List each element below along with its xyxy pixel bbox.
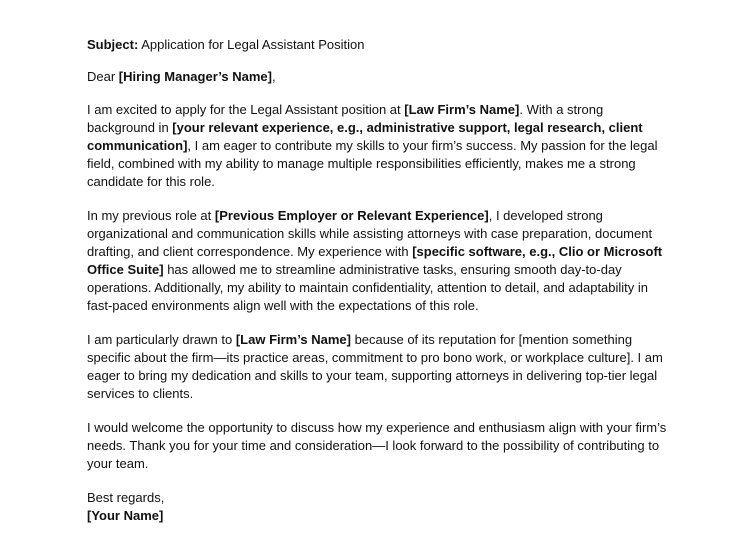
greeting-name-placeholder: [Hiring Manager’s Name] bbox=[118, 69, 272, 84]
sign-off bbox=[87, 489, 667, 525]
cover-letter bbox=[87, 36, 667, 525]
experience-text-1: In my previous role at bbox=[87, 208, 215, 223]
software-placeholder: [specific software, e.g., Clio or Microsoft Office Suite] bbox=[87, 244, 663, 277]
signature-placeholder: [Your Name] bbox=[87, 508, 164, 523]
greeting-line bbox=[87, 68, 667, 86]
firm-text-2: because of its reputation for [mention something specific about the firm—its practice areas, commitment to pro bono work, or workplace culture]. I am eager to bring my dedication and skills to your team, supporting attorneys in delivering top-tier legal services to clients. bbox=[87, 332, 663, 401]
subject-text: Application for Legal Assistant Position bbox=[138, 37, 365, 52]
intro-text-1: I am excited to apply for the Legal Assistant position at bbox=[87, 102, 405, 117]
intro-text-2: . With a strong background in bbox=[87, 102, 604, 135]
greeting-suffix: , bbox=[271, 69, 276, 84]
previous-employer-placeholder: [Previous Employer or Relevant Experience] bbox=[214, 208, 489, 223]
paragraph-experience bbox=[87, 207, 667, 315]
experience-placeholder: [your relevant experience, e.g., administrative support, legal research, client communication] bbox=[87, 120, 643, 153]
paragraph-closing bbox=[87, 419, 667, 473]
paragraph-intro bbox=[87, 101, 667, 191]
firm-text-1: I am particularly drawn to bbox=[87, 332, 236, 347]
subject-line bbox=[87, 36, 667, 54]
paragraph-firm-interest bbox=[87, 331, 667, 403]
law-firm-placeholder: [Law Firm’s Name] bbox=[404, 102, 520, 117]
intro-text-3: , I am eager to contribute my skills to your firm’s success. My passion for the legal field, combined with my ability to manage multiple responsibilities efficiently, makes me a strong candidate for this role. bbox=[87, 138, 658, 189]
law-firm-placeholder-2: [Law Firm’s Name] bbox=[235, 332, 351, 347]
greeting-prefix: Dear bbox=[87, 69, 119, 84]
experience-text-3: has allowed me to streamline administrative tasks, ensuring smooth day-to-day operations. Additionally, my ability to maintain confidentiality, attention to detail, and adaptability in fast-paced environments align well with the expectations of this role. bbox=[87, 262, 649, 313]
subject-label: Subject: bbox=[87, 37, 139, 52]
experience-text-2: , I developed strong organizational and communication skills while assisting attorneys with case preparation, document drafting, and client correspondence. My experience with bbox=[87, 208, 653, 259]
sign-off-text: Best regards, bbox=[87, 490, 165, 505]
closing-paragraph-text: I would welcome the opportunity to discuss how my experience and enthusiasm align with your firm’s needs. Thank you for your time and consideration—I look forward to the possibility of contributing to your team. bbox=[87, 420, 667, 471]
